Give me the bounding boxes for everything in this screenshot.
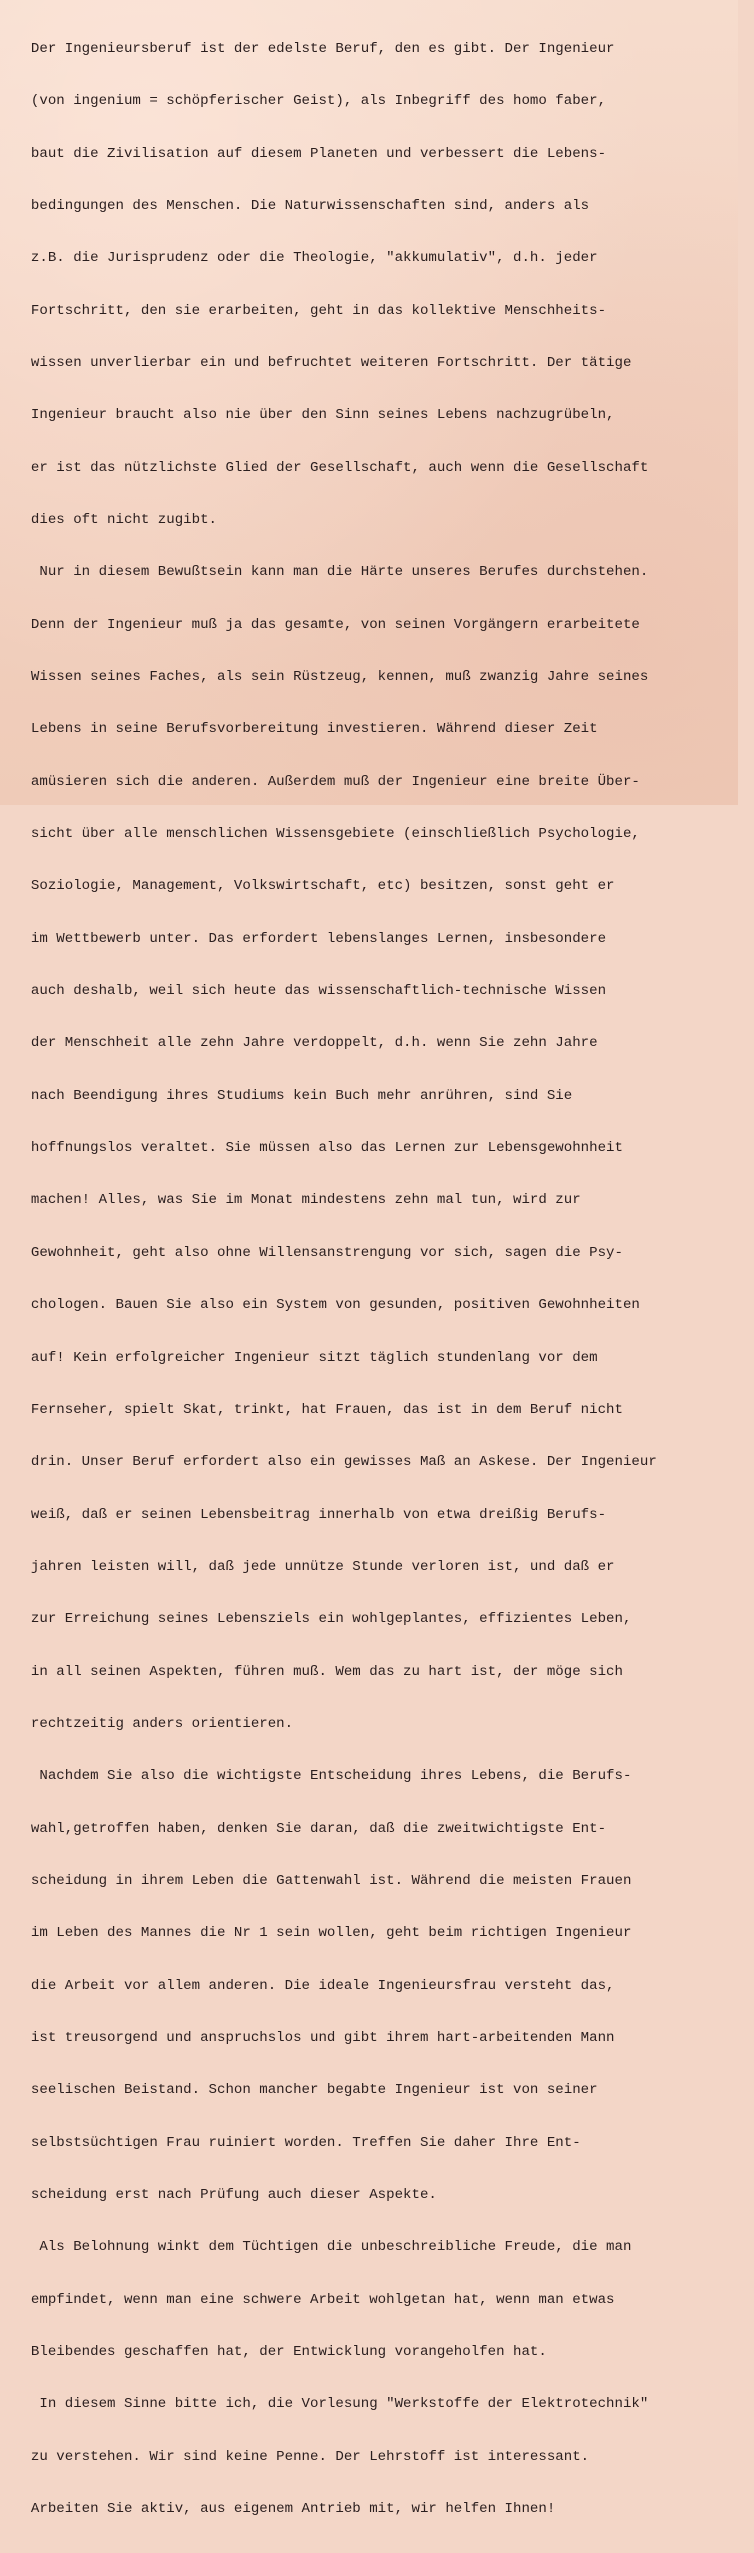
text-line: nach Beendigung ihres Studiums kein Buch mehr anrühren, sind Sie (14, 1087, 573, 1104)
text-line: die Arbeit vor allem anderen. Die ideale Ingenieursfrau versteht das, (14, 1977, 615, 1994)
text-line: machen! Alles, was Sie im Monat mindestens zehn mal tun, wird zur (14, 1192, 581, 1209)
text-line: chologen. Bauen Sie also ein System von gesunden, positiven Gewohnheiten (14, 1297, 640, 1314)
text-line: baut die Zivilisation auf diesem Planeten und verbessert die Lebens- (14, 145, 607, 162)
text-line: im Leben des Mannes die Nr 1 sein wollen, geht beim richtigen Ingenieur (14, 1925, 632, 1942)
text-line: hoffnungslos veraltet. Sie müssen also das Lernen zur Lebensgewohnheit (14, 1140, 623, 1157)
text-line: empfindet, wenn man eine schwere Arbeit wohlgetan hat, wenn man etwas (14, 2291, 615, 2308)
text-line: scheidung erst nach Prüfung auch dieser Aspekte. (14, 2187, 437, 2203)
text-line: Nur in diesem Bewußtsein kann man die Härte unseres Berufes durchstehen. (14, 564, 649, 581)
text-line: der Menschheit alle zehn Jahre verdoppelt, d.h. wenn Sie zehn Jahre (14, 1035, 598, 1052)
text-line: drin. Unser Beruf erfordert also ein gewisses Maß an Askese. Der Ingenieur (14, 1454, 657, 1471)
text-line: bedingungen des Menschen. Die Naturwissenschaften sind, anders als (14, 197, 590, 214)
text-line: amüsieren sich die anderen. Außerdem muß der Ingenieur eine breite Über- (14, 773, 640, 790)
text-line: Ingenieur braucht also nie über den Sinn seines Lebens nachzugrübeln, (14, 407, 615, 424)
text-line: Gewohnheit, geht also ohne Willensanstrengung vor sich, sagen die Psy- (14, 1244, 623, 1261)
text-line: zu verstehen. Wir sind keine Penne. Der Lehrstoff ist interessant. (14, 2448, 590, 2465)
text-line: dies oft nicht zugibt. (14, 512, 217, 528)
text-line: rechtzeitig anders orientieren. (14, 1715, 294, 1732)
text-line: In diesem Sinne bitte ich, die Vorlesung "Werkstoffe der Elektrotechnik" (14, 2396, 649, 2413)
text-line: Fortschritt, den sie erarbeiten, geht in das kollektive Menschheits- (14, 302, 607, 319)
text-line: seelischen Beistand. Schon mancher begabte Ingenieur ist von seiner (14, 2082, 598, 2099)
text-line: auch deshalb, weil sich heute das wissenschaftlich-technische Wissen (14, 983, 607, 1000)
text-line: (von ingenium = schöpferischer Geist), als Inbegriff des homo faber, (14, 93, 607, 110)
text-line: z.B. die Jurisprudenz oder die Theologie, "akkumulativ", d.h. jeder (14, 250, 598, 267)
text-line: Bleibendes geschaffen hat, der Entwicklung vorangeholfen hat. (14, 2344, 547, 2361)
text-line: zur Erreichung seines Lebensziels ein wohlgeplantes, effizientes Leben, (14, 1611, 632, 1628)
text-line: im Wettbewerb unter. Das erfordert lebenslanges Lernen, insbesondere (14, 930, 607, 947)
text-line: in all seinen Aspekten, führen muß. Wem das zu hart ist, der möge sich (14, 1663, 623, 1680)
text-line: selbstsüchtigen Frau ruiniert worden. Treffen Sie daher Ihre Ent- (14, 2134, 581, 2151)
text-line: ist treusorgend und anspruchslos und gibt ihrem hart-arbeitenden Mann (14, 2029, 615, 2046)
text-line: Wissen seines Faches, als sein Rüstzeug, kennen, muß zwanzig Jahre seines (14, 669, 649, 686)
text-line: scheidung in ihrem Leben die Gattenwahl ist. Während die meisten Frauen (14, 1872, 632, 1889)
text-line: Lebens in seine Berufsvorbereitung investieren. Während dieser Zeit (14, 721, 598, 738)
text-line: Der Ingenieursberuf ist der edelste Beruf, den es gibt. Der Ingenieur (14, 40, 615, 57)
text-line: er ist das nützlichste Glied der Gesellschaft, auch wenn die Gesellschaft (14, 459, 649, 476)
text-line: auf! Kein erfolgreicher Ingenieur sitzt täglich stundenlang vor dem (14, 1349, 598, 1366)
text-line: Denn der Ingenieur muß ja das gesamte, von seinen Vorgängern erarbeitete (14, 616, 640, 633)
text-line: Als Belohnung winkt dem Tüchtigen die unbeschreibliche Freude, die man (14, 2239, 632, 2256)
text-line: Arbeiten Sie aktiv, aus eigenem Antrieb mit, wir helfen Ihnen! (14, 2501, 556, 2518)
text-line: Fernseher, spielt Skat, trinkt, hat Frauen, das ist in dem Beruf nicht (14, 1401, 623, 1418)
text-line: jahren leisten will, daß jede unnütze Stunde verloren ist, und daß er (14, 1558, 615, 1575)
document-text (14, 6, 754, 2553)
text-line: Soziologie, Management, Volkswirtschaft, etc) besitzen, sonst geht er (14, 878, 615, 895)
text-line: Nachdem Sie also die wichtigste Entscheidung ihres Lebens, die Berufs- (14, 1768, 632, 1785)
text-line: wahl,getroffen haben, denken Sie daran, daß die zweitwichtigste Ent- (14, 1820, 607, 1837)
text-line: weiß, daß er seinen Lebensbeitrag innerhalb von etwa dreißig Berufs- (14, 1506, 607, 1523)
text-line: wissen unverlierbar ein und befruchtet weiteren Fortschritt. Der tätige (14, 354, 632, 371)
text-line: sicht über alle menschlichen Wissensgebiete (einschließlich Psychologie, (14, 826, 640, 843)
